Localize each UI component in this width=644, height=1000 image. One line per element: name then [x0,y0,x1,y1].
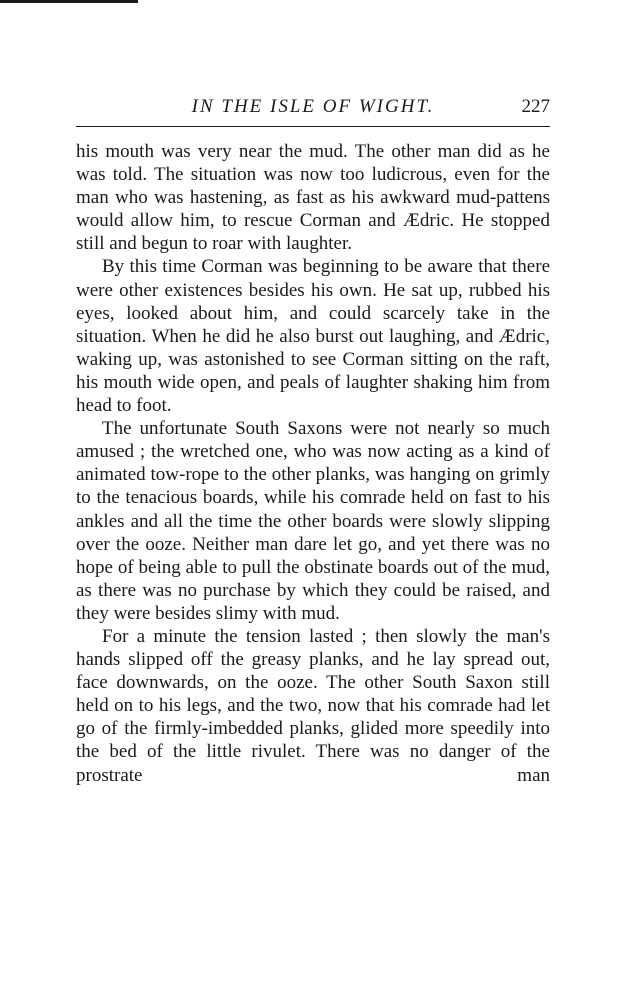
body-text [76,140,550,787]
paragraph-continuation: his mouth was very near the mud. The other man did as he was told. The situation was now too ludicrous, even for the man who was hastening, as fast as his awkward mud-pattens would allow him, to rescue Corman and Ædric. He stopped still and begun to roar with laughter. [76,141,550,255]
header-rule [76,126,550,127]
page-number: 227 [521,96,550,117]
paragraph: By this time Corman was beginning to be aware that there were other existences besides his own. He sat up, rubbed his eyes, looked about him, and could scarcely take in the situation. When he did he also burst out laughing, and Ædric, waking up, was astonished to see Corman sitting on the raft, his mouth wide open, and peals of laughter shaking him from head to foot. [76,256,550,417]
book-page [76,92,550,787]
paragraph: For a minute the tension lasted ; then slowly the man's hands slipped off the greasy planks, and he lay spread out, face downwards, on the ooze. The other South Saxon still held on to his legs, and the two, now that his comrade had let go of the firmly-imbedded planks, glided more speedily into the bed of the little rivulet. There was no danger of the prostrate man [76,625,550,786]
running-title: IN THE ISLE OF WIGHT. [191,96,435,117]
corner-rule-mark [0,0,138,3]
running-head [76,92,550,122]
paragraph: The unfortunate South Saxons were not nearly so much amused ; the wretched one, who was now acting as a kind of animated tow-rope to the other planks, was hanging on grimly to the tenacious boards, while his comrade held on fast to his ankles and all the time the other boards were slowly slipping over the ooze. Neither man dare let go, and yet there was no hope of being able to pull the obstinate boards out of the mud, as there was no purchase by which they could be raised, and they were besides slimy with mud. [76,418,550,624]
